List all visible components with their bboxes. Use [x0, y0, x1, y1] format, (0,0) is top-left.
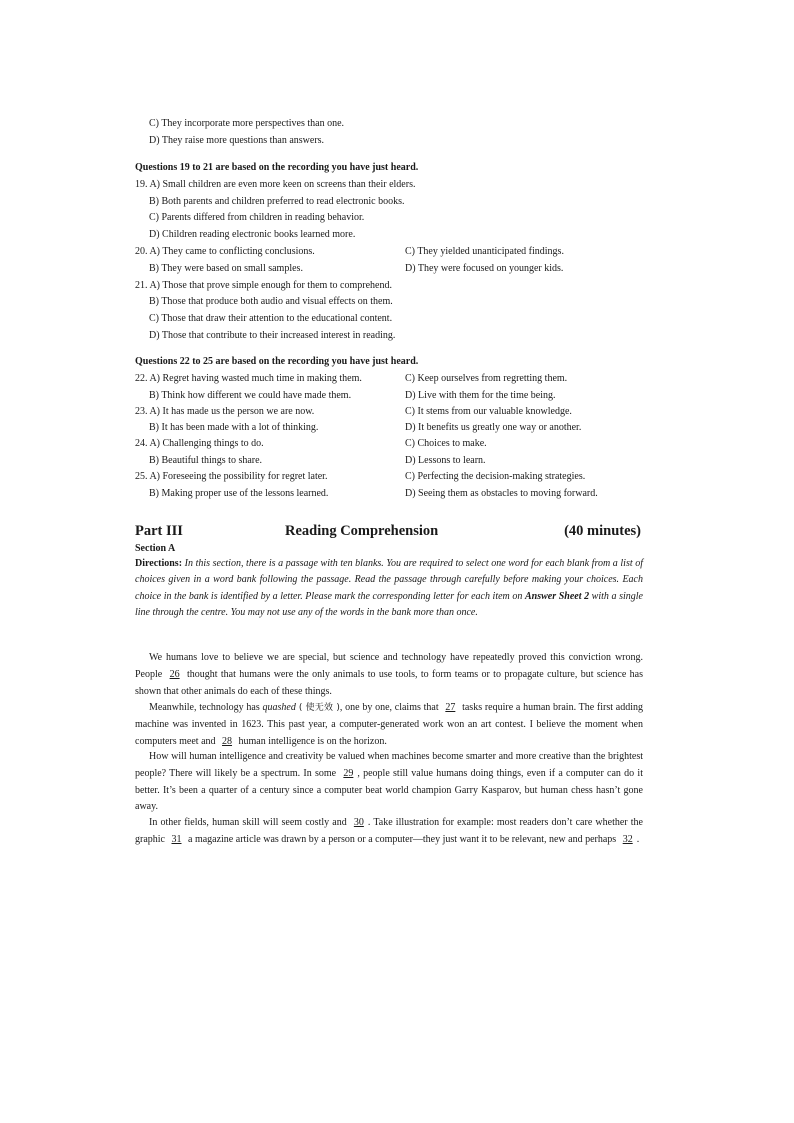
passage-text: tasks require a human brain. The first adding machine was invented in 1623. This past year, a computer-generated work won an art contest. I believe the moment when computers meet and: [135, 702, 643, 747]
part-time: (40 minutes): [564, 523, 641, 539]
questions-22-25-heading: Questions 22 to 25 are based on the recording you have just heard.: [135, 356, 419, 367]
passage-text: Meanwhile, technology has: [149, 702, 263, 713]
passage-text: We humans love to believe we are special, but science and technology have repeatedly proved this conviction wrong. People: [135, 652, 643, 680]
passage-text: .: [636, 833, 640, 845]
passage-paragraph-2: [135, 700, 643, 750]
blank-27: 27: [445, 702, 456, 713]
q19-option-d: D) Children reading electronic books learned more.: [149, 229, 356, 240]
q25-option-c: C) Perfecting the decision-making strategies.: [405, 471, 586, 482]
passage-text: In other fields, human skill will seem costly and: [149, 817, 350, 828]
directions: [135, 556, 643, 622]
q23-option-b: B) It has been made with a lot of thinking.: [149, 422, 319, 433]
directions-text: In this section, there is a passage with ten blanks. You are required to select one word for each blank from a list of choices given in a word bank following the passage. Read the passage through carefully before making your choices. Each choice in the bank is identified by a letter. Please mark the corresponding letter for each item on: [135, 558, 643, 602]
q24-option-d: D) Lessons to learn.: [405, 455, 486, 466]
blank-29: 29: [343, 767, 354, 779]
directions-text: with a single line through the centre. You may not use any of the words in the bank more than once.: [135, 590, 643, 619]
passage-text: . Take illustration for example: most readers don’t care whether the graphic: [135, 817, 643, 845]
q22-option-a: 22. A) Regret having wasted much time in making them.: [135, 373, 362, 384]
q20-option-d: D) They were focused on younger kids.: [405, 263, 564, 274]
blank-31: 31: [171, 833, 182, 845]
part-title: Reading Comprehension: [285, 523, 439, 539]
q25-option-a: 25. A) Foreseeing the possibility for regret later.: [135, 471, 328, 482]
q21-option-b: B) Those that produce both audio and visual effects on them.: [149, 296, 393, 307]
q25-option-d: D) Seeing them as obstacles to moving forward.: [405, 488, 598, 499]
q24-option-b: B) Beautiful things to share.: [149, 455, 263, 466]
blank-30: 30: [353, 817, 364, 828]
passage-paragraph-1: [135, 650, 643, 700]
passage-text: human intelligence is on the horizon.: [236, 735, 387, 747]
quashed-word: quashed: [262, 702, 296, 713]
q23-option-c: C) It stems from our valuable knowledge.: [405, 406, 572, 417]
q21-option-a: 21. A) Those that prove simple enough for them to comprehend.: [135, 280, 392, 291]
questions-19-21-heading: Questions 19 to 21 are based on the recording you have just heard.: [135, 162, 419, 173]
q20-option-a: 20. A) They came to conflicting conclusions.: [135, 246, 315, 257]
q19-option-b: B) Both parents and children preferred to read electronic books.: [149, 196, 405, 207]
passage-text: a magazine article was drawn by a person or a computer—they just want it to be relevant, new and perhaps: [185, 833, 619, 845]
option-line: D) They raise more questions than answers.: [149, 135, 325, 146]
q19-option-c: C) Parents differed from children in reading behavior.: [149, 212, 365, 223]
gloss-text: ( 使无效 ): [295, 703, 340, 713]
answer-sheet-ref: Answer Sheet 2: [524, 590, 590, 602]
q22-option-c: C) Keep ourselves from regretting them.: [405, 373, 568, 384]
q20-option-c: C) They yielded unanticipated findings.: [405, 246, 564, 257]
blank-32: 32: [622, 833, 633, 845]
q22-option-d: D) Live with them for the time being.: [405, 390, 556, 401]
part-number: Part III: [135, 523, 183, 539]
passage-text: thought that humans were the only animals to use tools, to form teams or to propagate culture, but science has shown that other animals do each of these things.: [135, 668, 643, 697]
q23-option-d: D) It benefits us greatly one way or another.: [405, 422, 582, 433]
q21-option-c: C) Those that draw their attention to the educational content.: [149, 313, 393, 324]
q23-option-a: 23. A) It has made us the person we are now.: [135, 406, 315, 417]
blank-26: 26: [169, 668, 180, 680]
part-header: [135, 521, 641, 541]
passage-text: , one by one, claims that: [339, 702, 442, 713]
q24-option-c: C) Choices to make.: [405, 438, 487, 449]
blank-28: 28: [222, 735, 233, 747]
passage-paragraph-3: [135, 749, 643, 816]
q21-option-d: D) Those that contribute to their increased interest in reading.: [149, 330, 396, 341]
q25-option-b: B) Making proper use of the lessons learned.: [149, 488, 329, 499]
section-label: Section A: [135, 543, 176, 554]
q22-option-b: B) Think how different we could have made them.: [149, 390, 352, 401]
passage-text: How will human intelligence and creativity be valued when machines become smarter and more creative than the brightest people? There will likely be a spectrum. In some: [135, 751, 643, 779]
passage-text: , people still value humans doing things, even if a computer can do it better. It’s been a quarter of a century since a computer beat world champion Garry Kasparov, but human chess hasn’t gone away.: [135, 767, 643, 813]
q19-option-a: 19. A) Small children are even more keen on screens than their elders.: [135, 179, 416, 190]
q20-option-b: B) They were based on small samples.: [149, 263, 303, 274]
q24-option-a: 24. A) Challenging things to do.: [135, 438, 264, 449]
directions-label: Directions:: [135, 558, 183, 569]
passage-paragraph-4: [135, 815, 643, 849]
option-line: C) They incorporate more perspectives than one.: [149, 118, 345, 129]
